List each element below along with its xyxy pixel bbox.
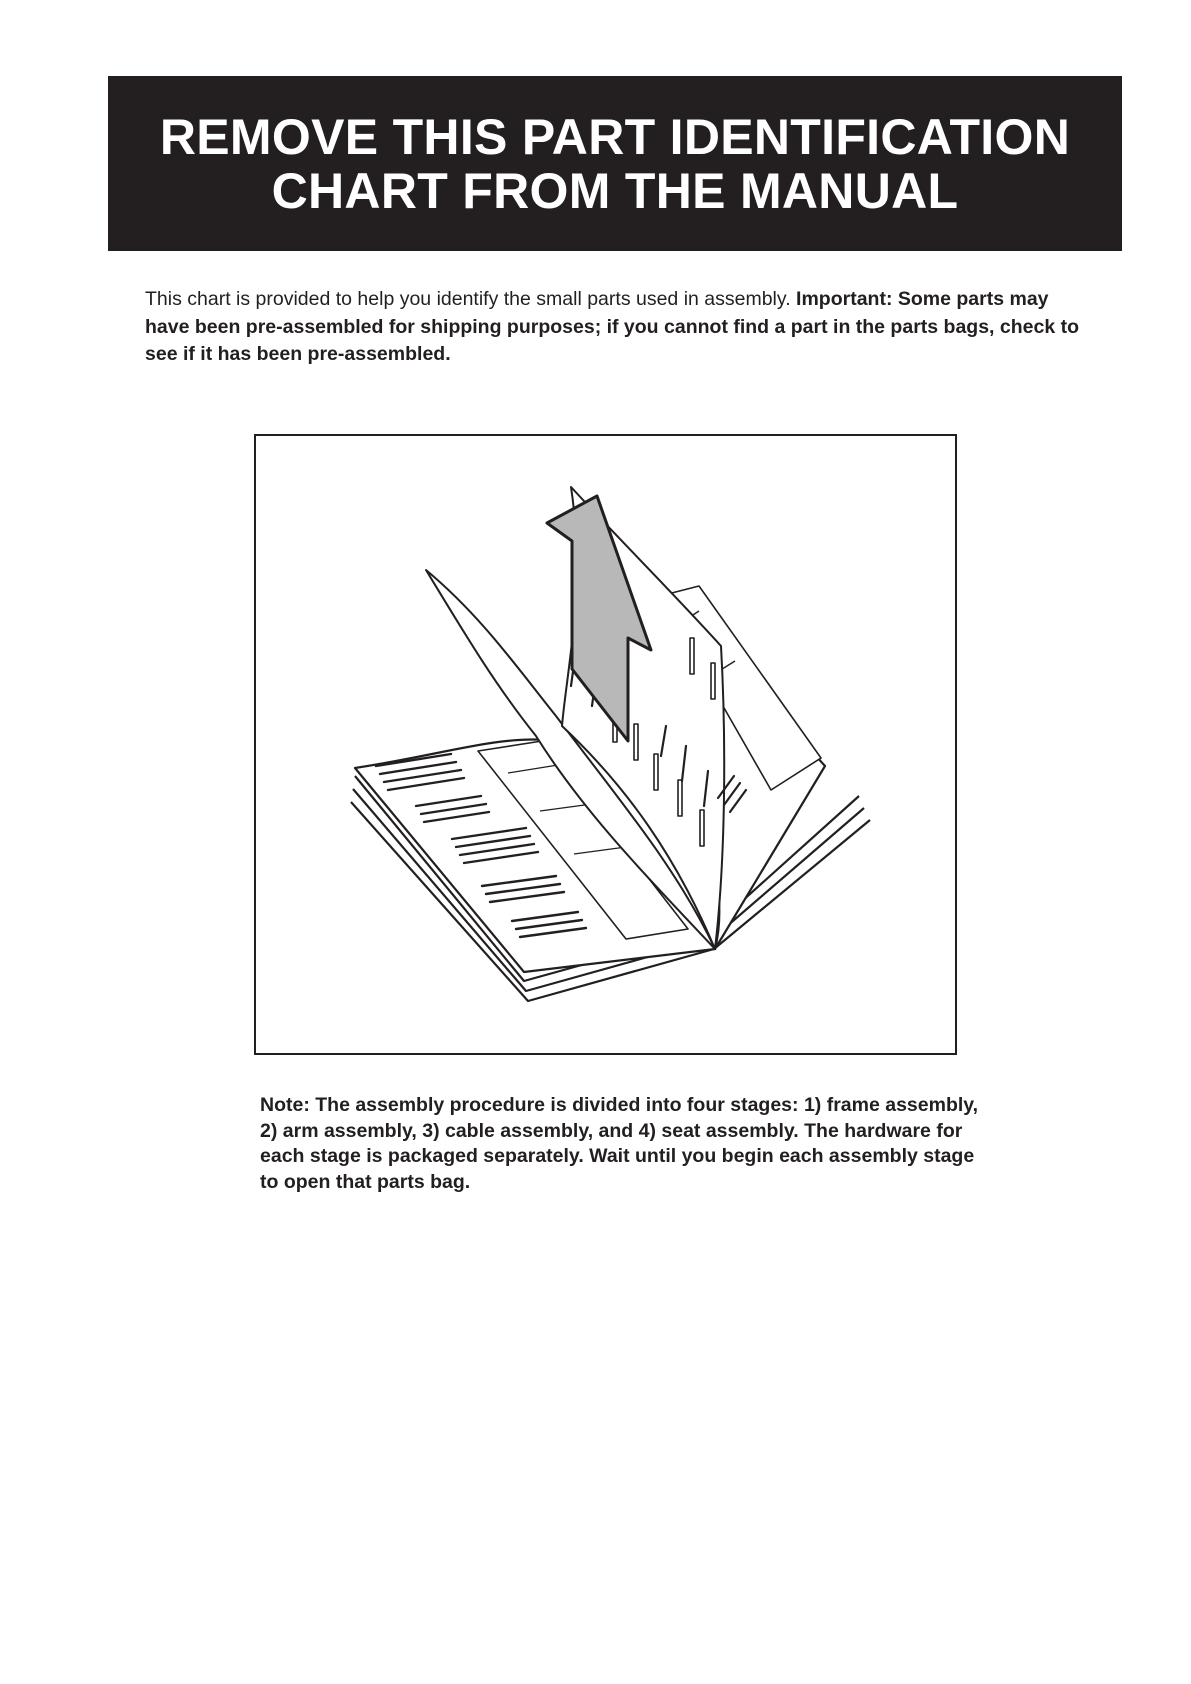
banner-title-line-1: REMOVE THIS PART IDENTIFICATION bbox=[159, 108, 1071, 165]
intro-paragraph bbox=[145, 286, 1085, 369]
intro-text: This chart is provided to help you identify the small parts used in assembly. bbox=[145, 288, 791, 310]
banner-title-line-2: CHART FROM THE MANUAL bbox=[271, 162, 959, 219]
manual-removal-illustration-icon bbox=[256, 436, 959, 1057]
important-text: Important: Some parts may have been pre-assembled for shipping purposes; if you cannot find a part in the parts bags, check to see if it has been pre-assembled. bbox=[145, 288, 1080, 365]
assembly-note: Note: The assembly procedure is divided into four stages: 1) frame assembly, 2) arm assembly, 3) cable assembly, and 4) seat assembly. The hardware for each stage is packaged separately. Wait until you begin each assembly stage to open that parts bag. bbox=[260, 1094, 979, 1193]
title-banner bbox=[108, 76, 1122, 251]
illustration-frame bbox=[254, 434, 957, 1055]
